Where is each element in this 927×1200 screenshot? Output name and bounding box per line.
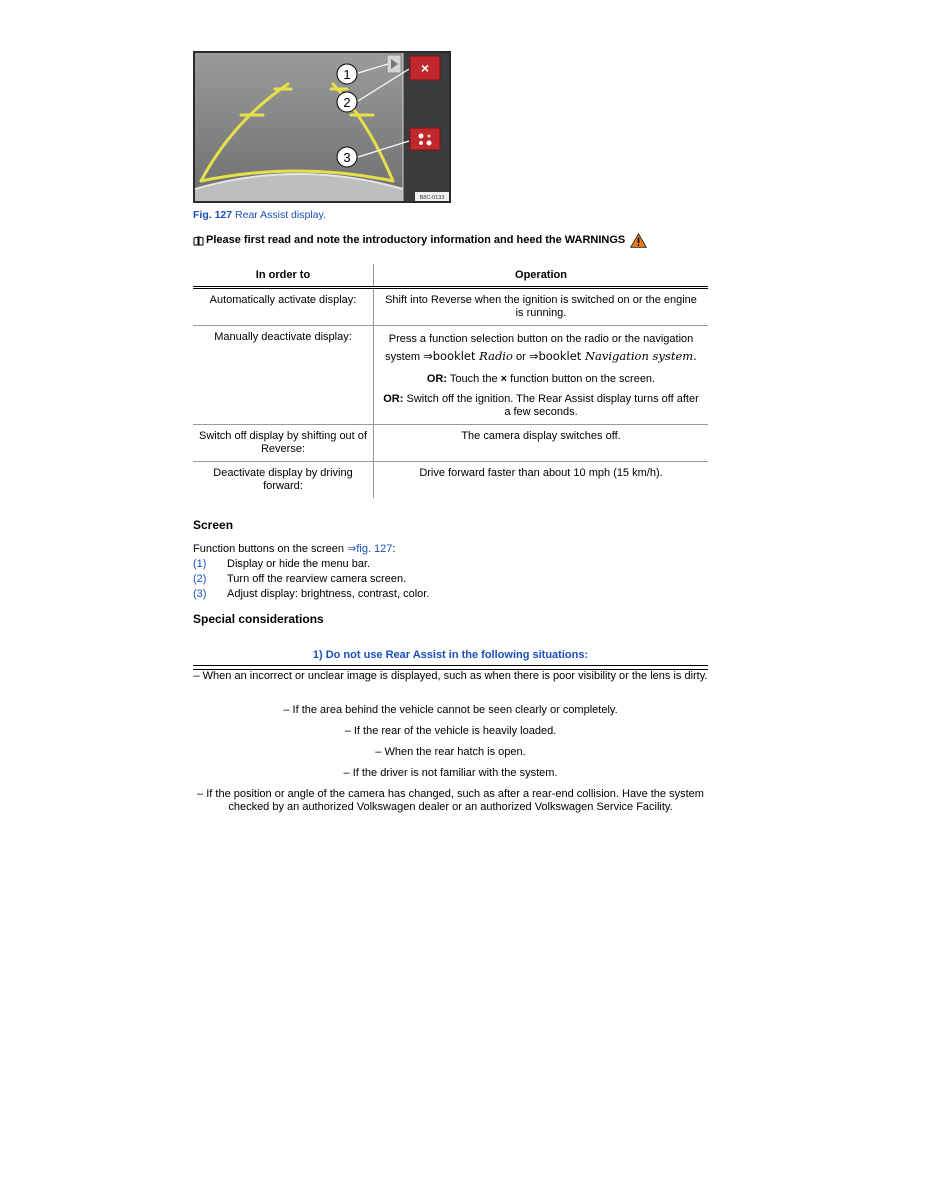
intro-note — [193, 233, 647, 248]
rear-assist-figure — [193, 51, 451, 203]
table-row — [193, 462, 708, 499]
special-considerations-heading: Special considerations — [193, 612, 324, 626]
svg-text:2: 2 — [343, 95, 351, 110]
screen-heading: Screen — [193, 518, 234, 532]
action-cell: Manually deactivate display: — [193, 326, 374, 425]
callout-3 — [337, 147, 357, 167]
action-cell: Switch off display by shifting out of Reverse: — [193, 425, 374, 462]
rear-camera-screen — [193, 51, 451, 203]
svg-text:1: 1 — [343, 67, 351, 82]
table-row — [193, 326, 708, 425]
warning-title: 1) Do not use Rear Assist in the following situations: — [312, 649, 589, 661]
operation-cell: Press a function selection button on the radio or the navigation system ⇒booklet Radio or ⇒booklet Navigation system. OR: Touch the × function button on the screen. OR: Switch off the ignition. The Rear Assist display turns off after a few seconds. — [374, 326, 709, 425]
warning-item: – If the driver is not familiar with the system. — [343, 767, 558, 779]
figure-label: Fig. 127 — [193, 209, 233, 221]
callout-2 — [337, 92, 357, 112]
warning-icon — [630, 233, 647, 248]
operation-cell: Drive forward faster than about 10 mph (15 km/h). — [419, 467, 663, 479]
close-camera-button[interactable] — [410, 56, 440, 80]
booklet-radio-link[interactable]: ⇒booklet Radio — [423, 349, 513, 363]
header-in-order-to: In order to — [193, 264, 374, 288]
menu-toggle-button[interactable] — [387, 55, 401, 73]
callout-1 — [337, 64, 357, 84]
intro-text: Please first read and note the introductory information and heed the WARNINGS — [206, 234, 626, 246]
brightness-icon — [419, 134, 424, 139]
list-item: (2) Turn off the rearview camera screen. — [193, 573, 407, 585]
operation-cell: Shift into Reverse when the ignition is switched on or the engine is running. — [374, 288, 709, 326]
warning-item: – When the rear hatch is open. — [375, 746, 526, 758]
booklet-navigation-link[interactable]: ⇒booklet Navigation system — [528, 349, 694, 363]
list-item: (3) Adjust display: brightness, contrast, color. — [193, 588, 430, 600]
table-row — [193, 288, 708, 326]
fig-127-link[interactable]: ⇒fig. 127 — [347, 543, 393, 555]
svg-text:×: × — [420, 60, 430, 76]
list-item: (1) Display or hide the menu bar. — [193, 558, 371, 570]
action-cell: Automatically activate display: — [193, 288, 374, 326]
warning-item: – When an incorrect or unclear image is displayed, such as when there is poor visibility or the lens is dirty. — [193, 670, 708, 682]
warning-item: – If the position or angle of the camera has changed, such as after a rear-end collision. Have the system checked by an authorized Volkswagen dealer or an authorized Volkswagen Service Facility. — [197, 788, 704, 813]
warning-item: – If the area behind the vehicle cannot be seen clearly or completely. — [283, 704, 618, 716]
screen-intro: Function buttons on the screen ⇒fig. 127: — [193, 543, 396, 555]
header-operation: Operation — [374, 264, 709, 288]
figure-caption — [193, 209, 326, 222]
display-settings-button[interactable] — [410, 128, 440, 150]
warning-item: – If the rear of the vehicle is heavily loaded. — [344, 725, 557, 737]
book-icon — [193, 236, 204, 246]
figure-code: B8C-0133 — [419, 195, 445, 201]
operation-table — [193, 264, 708, 498]
table-header-row — [193, 264, 708, 288]
close-icon: × — [500, 373, 508, 385]
operation-cell: The camera display switches off. — [374, 425, 709, 462]
figure-caption-text: Rear Assist display. — [235, 209, 326, 221]
svg-text:3: 3 — [343, 150, 351, 165]
table-row — [193, 425, 708, 462]
action-cell: Deactivate display by driving forward: — [193, 462, 374, 499]
